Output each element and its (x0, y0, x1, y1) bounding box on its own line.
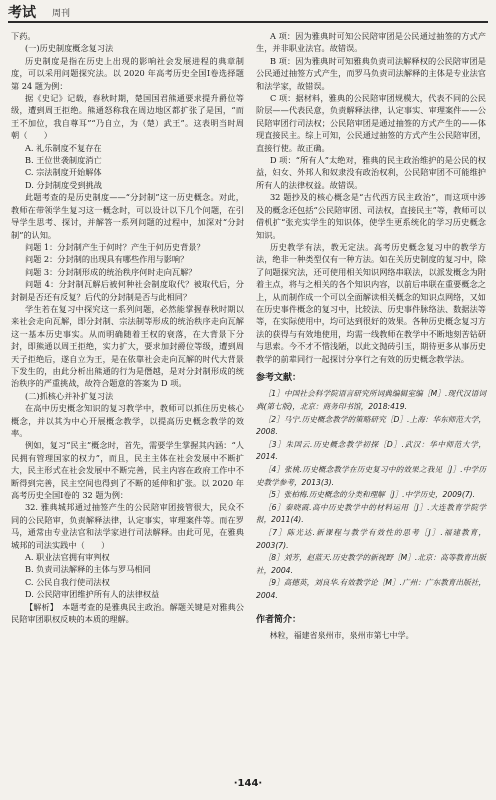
references-list (256, 388, 486, 602)
page-number: ·144· (233, 778, 263, 789)
paragraph: A 项：因为雅典时可知公民陪审团是公民通过抽签的方式产生，并非职业法官。故错误。 (256, 31, 486, 54)
paragraph: 学生若在复习中探究这一系列问题，必然能掌握春秋时期以来社会走向瓦解，即分封制、宗法制等形成的统治秩序走向瓦解这一基本历史事实。从而明确随着王权的衰落，在大背景下分封，即熊通以周王拒绝，实力扩大，要求加封爵位等级，遭到周天子拒绝后，遂自立为王，是在依靠社会走向瓦解的时代大背景下发生的，由此分析出熊通的行为是僭越，是对分封制形成的统治秩序的严重挑战，故符合题意的答案为 D 项。 (11, 303, 244, 389)
header-rule (8, 21, 488, 23)
paragraph: 此题考查的是历史制度——“分封制”这一历史概念。对此，教师在带领学生复习这一概念时，可以设计以下几个问题，在引导学生思考、探讨，并解答一系列问题的过程中，加深对“分封制”的认知。 (11, 192, 244, 240)
paragraph: 在高中历史概念知识的复习教学中，教师可以抓住历史核心概念，并以其为中心开展概念教学，以提高历史概念教学的效率。 (11, 403, 244, 438)
reference-item: ［7］陈光达.新课程与教学有效性的思考［J］.福建教育，2003(7). (256, 527, 486, 550)
answer-option: A. 礼乐制度不复存在 (24, 142, 102, 153)
paragraph: B 项：因为雅典时可知雅典负责司法解释权的公民陪审团是公民通过抽签方式产生，而罗马负责司法解释的主体是专业法官和法学家，故错误。 (256, 55, 486, 91)
reference-item: ［6］秦晓霞.高中历史教学中的材料运用［J］.大连教育学院学报，2011(4). (256, 502, 486, 525)
answer-option: D. 公民陪审团维护所有人的法律权益 (24, 589, 160, 600)
paragraph: (一)历史制度概念复习法 (24, 43, 114, 54)
references-title: 参考文献： (256, 372, 302, 383)
paragraph: 历史教学有法，教无定法。高考历史概念复习中的教学方法，绝非一种类型仅有一种方法。如在关历史制度的复习中，除了问题探究法，还可使用相关知识网络串联法，以派发概念为附着主点，将与之相关的各个知识内容，以前后串联在重要概念之上，从而制作成一个可以全面解读相关概念的知识点网络，又如在历史事件概念的复习中，比较法、历史事件脉络法、数据法等等，在实际使用中，均可达到很好的效果。各种历史概念复习方法的获得与有效地使用，均需一线教师在教学中不断地刻苦钻研与思索。今不才不惜浅陋，以此文抛砖引玉，期待更多从事历史教学的前辈同行一起探讨分享行之有效的历史概念教学法。 (256, 241, 486, 364)
answer-option: C. 宗法制度开始解体 (24, 167, 102, 178)
author-title: 作者简介： (256, 615, 302, 626)
reference-item: ［3］朱国云.历史概念教学初探［D］.武汉：华中师范大学，2014. (256, 439, 486, 462)
paragraph: 32. 雅典城邦通过抽签产生的公民陪审团接管很大，民众不同的公民陪审，负责解释法律，认定事实，审理案件等。而在罗马，通常由专业法官和法学家进行司法解释。由此可见，在雅典城邦的司法实践中（ ） (11, 502, 244, 550)
reference-item: ［8］刘芳，赵蓝天.历史教学的新视野［M］.北京：高等教育出版社，2004. (256, 553, 486, 575)
paragraph: C 项：据材料，雅典的公民陪审团规模大，代表不同的公民阶层——代表民意，负责解释法律，认定事实、审理案件——公民陪审团行司法权；公民陪审团是通过抽签的方式产生的——体现直接民主。综上可知，公民通过抽签的方式产生公民陪审团，直接行使。故正确。 (256, 93, 486, 153)
paragraph: 据《史记》记载，春秋时期，楚国国君熊通要求提升爵位等级，遭到周王拒绝。熊通怒称我在周边地区都扩张了是国，“而王不加位，我自尊耳”“乃自立，为（楚）武王”。这表明当时周朝（ ） (11, 93, 244, 141)
paragraph: 问题 1：分封制产生于何时？产生于何历史背景？ (24, 241, 205, 252)
answer-option: B. 王位世袭制度消亡 (24, 155, 102, 166)
page-header (0, 0, 496, 26)
answer-option: A. 职业法官拥有审判权 (24, 552, 110, 563)
paragraph: D 项：“所有人”太绝对，雅典的民主政治维护的是公民的权益，妇女、外邦人和奴隶没有政治权利，公民陪审团不可能维护所有人的法律权益。故错误。 (256, 155, 486, 190)
paragraph: (二)抓核心并补扩复习法 (24, 390, 114, 401)
answer-option: C. 公民自我行使司法权 (24, 576, 110, 587)
paragraph: 历史制度是指在历史上出现的影响社会发展进程的典章制度，可以采用问题探究法。以 2020 年高考历史全国Ⅰ卷选择题第 24 题为例： (11, 55, 244, 91)
journal-subtitle: 周刊 (52, 9, 71, 19)
answer-option: D. 分封制度受到挑战 (24, 179, 102, 190)
paragraph: 例如，复习“民主”概念时，首先，需要学生掌握其内涵：“人民拥有管理国家的权力”，而且，民主主体在社会发展中不断扩大，民主形式在社会发展中不断完善，民主内容在政府工作中不断得到完善，民主空间也得到了不断的延伸和扩张。以 2020 年高考历史全国Ⅰ卷的 32 题为例： (11, 440, 244, 501)
paragraph: 【解析】 本题考查的是雅典民主政治。解题关键是对雅典公民陪审团职权反映的本质的理解。 (11, 601, 244, 625)
right-column (256, 30, 486, 642)
paragraph: 问题 3：分封制形成的统治秩序何时走向瓦解？ (24, 266, 197, 277)
journal-brand: 考试 (8, 5, 36, 21)
paragraph: 问题 2：分封制的出现具有哪些作用与影响？ (24, 254, 189, 265)
reference-item: ［5］张柏梅.历史概念的分类和理解［J］.中学历史，2009(7). (263, 490, 476, 500)
paragraph: 问题 4：分封制瓦解后被何种社会制度取代？被取代后，分封制是否还有反复？后代的分封制是否与此相同？ (11, 279, 244, 302)
left-column (11, 30, 244, 626)
paragraph: 32 题抄及的核心概念是“古代西方民主政治”，而这项中涉及的概念还包括“公民陪审团、司法权，直接民主”等，教师可以借机扩“张充实学生的知识体，使学生更系统化的学习历史概念知识。 (256, 192, 486, 240)
author-info: 林粒，福建省泉州市，泉州市第七中学。 (269, 630, 414, 640)
paragraph: 下药。 (11, 31, 36, 41)
reference-item: ［4］张桃.历史概念教学在历史复习中的效果之我见［J］.中学历史教学参考，2013(3). (256, 464, 486, 487)
answer-option: B. 负责司法解释的主体与罗马相同 (24, 564, 151, 575)
reference-item: ［2］马宁.历史概念教学的策略研究［D］.上海：华东师范大学，2008. (256, 414, 486, 437)
right-body (256, 30, 486, 365)
reference-item: ［9］高德英，刘良华.有效教学论［M］.广州：广东教育出版社，2004. (256, 578, 486, 600)
reference-item: ［1］中国社会科学院语言研究所词典编辑室编［M］.现代汉语词典(第七版)，北京：商务印书馆，2018:419. (256, 389, 486, 411)
